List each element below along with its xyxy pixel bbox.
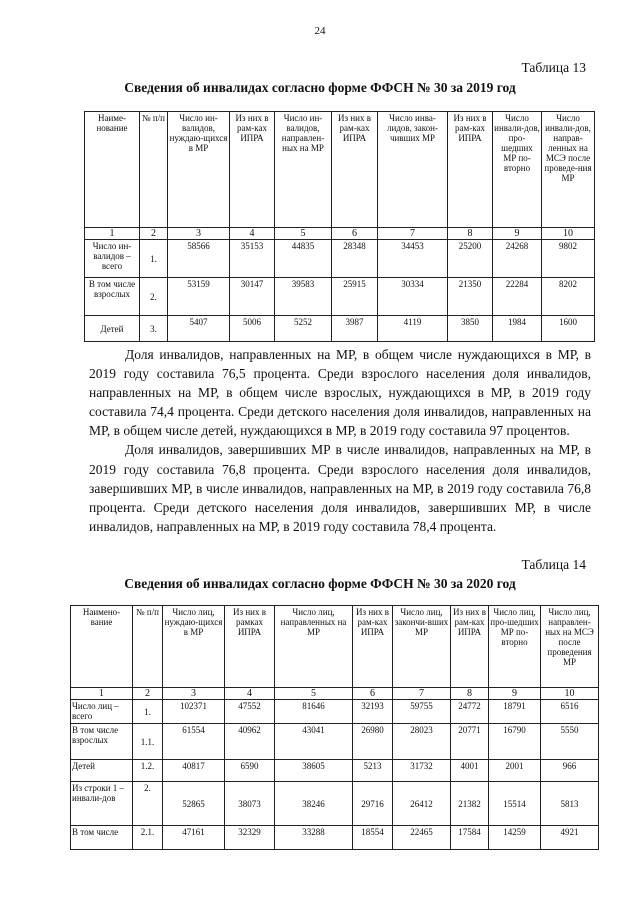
- value-cell: 3987: [332, 316, 378, 342]
- value-cell: 24268: [493, 240, 542, 278]
- value-cell: 17584: [451, 826, 489, 850]
- table-row: [71, 700, 599, 724]
- table14-index-row: [71, 688, 599, 700]
- value-cell: 38073: [225, 782, 275, 826]
- table-row: [71, 826, 599, 850]
- table13-index-cell: 3: [168, 228, 230, 240]
- table14-index-cell: 7: [393, 688, 451, 700]
- value-cell: 5813: [541, 782, 599, 826]
- row-number-cell: 1.2.: [133, 760, 163, 782]
- value-cell: 4119: [378, 316, 448, 342]
- table13-header-cell: Из них в рам-ках ИПРА: [448, 112, 493, 228]
- value-cell: 38605: [275, 760, 353, 782]
- table13-caption: Таблица 13: [521, 60, 586, 75]
- table13-header-cell: Число инва-лидов, закон-чивших МР: [378, 112, 448, 228]
- value-cell: 29716: [353, 782, 393, 826]
- table13-header-cell: Число инвали-дов, про-шедших МР по-вторно: [493, 112, 542, 228]
- value-cell: 35153: [230, 240, 275, 278]
- row-name-cell: Детей: [71, 760, 133, 782]
- value-cell: 43041: [275, 724, 353, 760]
- table13-header-cell: Число ин-валидов, направлен-ных на МР: [275, 112, 332, 228]
- table13-header-cell: Число инвали-дов, направ-ленных на МСЭ после проведе-ния МР: [542, 112, 595, 228]
- table14-header-cell: № п/п: [133, 606, 163, 688]
- table14-index-cell: 1: [71, 688, 133, 700]
- value-cell: 18791: [489, 700, 541, 724]
- table14-header-cell: Наимено-вание: [71, 606, 133, 688]
- table13-index-cell: 2: [140, 228, 168, 240]
- value-cell: 21382: [451, 782, 489, 826]
- table14-index-cell: 3: [163, 688, 225, 700]
- table14-index-cell: 4: [225, 688, 275, 700]
- value-cell: 25915: [332, 278, 378, 316]
- value-cell: 2001: [489, 760, 541, 782]
- row-number-cell: 1.: [133, 700, 163, 724]
- value-cell: 5407: [168, 316, 230, 342]
- table14-index-cell: 9: [489, 688, 541, 700]
- table-row: [71, 724, 599, 760]
- value-cell: 5006: [230, 316, 275, 342]
- table13-index-cell: 4: [230, 228, 275, 240]
- value-cell: 39583: [275, 278, 332, 316]
- value-cell: 28348: [332, 240, 378, 278]
- table14-header-cell: Из них в рам-ках ИПРА: [451, 606, 489, 688]
- value-cell: 61554: [163, 724, 225, 760]
- table13-header-cell: Из них в рам-ках ИПРА: [332, 112, 378, 228]
- value-cell: 44835: [275, 240, 332, 278]
- row-name-cell: В том числе: [71, 826, 133, 850]
- row-name-cell: Число лиц – всего: [71, 700, 133, 724]
- table13-index-cell: 1: [85, 228, 140, 240]
- value-cell: 5252: [275, 316, 332, 342]
- value-cell: 22465: [393, 826, 451, 850]
- page-number: 24: [314, 25, 326, 37]
- value-cell: 58566: [168, 240, 230, 278]
- value-cell: 59755: [393, 700, 451, 724]
- table13-header-row: [85, 112, 595, 228]
- table14-header-cell: Число лиц, направленных на МР: [275, 606, 353, 688]
- value-cell: 40962: [225, 724, 275, 760]
- row-number-cell: 2.: [140, 278, 168, 316]
- value-cell: 40817: [163, 760, 225, 782]
- row-name-cell: Детей: [85, 316, 140, 342]
- value-cell: 102371: [163, 700, 225, 724]
- value-cell: 32329: [225, 826, 275, 850]
- table14-header-cell: Из них в рамках ИПРА: [225, 606, 275, 688]
- table-row: [71, 760, 599, 782]
- value-cell: 5550: [541, 724, 599, 760]
- value-cell: 966: [541, 760, 599, 782]
- value-cell: 31732: [393, 760, 451, 782]
- paragraph: Доля инвалидов, завершивших МР в числе инвалидов, направленных на МР, в 2019 году составила 76,8 процента. Среди взрослого населения доля инвалидов, завершивших МР, в числе инвалидов, направленных на МР, в 2019 году составила 76,8 процента. Среди детского населения доля инвалидов, завершивших МР, в числе инвалидов, направленных на МР, в 2019 году составила 78,4 процента.: [89, 442, 591, 534]
- value-cell: 18554: [353, 826, 393, 850]
- table14-header-cell: Число лиц, направлен-ных на МСЭ после проведения МР: [541, 606, 599, 688]
- value-cell: 21350: [448, 278, 493, 316]
- value-cell: 52865: [163, 782, 225, 826]
- table-row: [85, 316, 595, 342]
- value-cell: 30147: [230, 278, 275, 316]
- table13-header-cell: Из них в рам-ках ИПРА: [230, 112, 275, 228]
- value-cell: 14259: [489, 826, 541, 850]
- table13-index-cell: 7: [378, 228, 448, 240]
- value-cell: 15514: [489, 782, 541, 826]
- table14-index-cell: 8: [451, 688, 489, 700]
- table13-index-row: [85, 228, 595, 240]
- value-cell: 47552: [225, 700, 275, 724]
- value-cell: 4001: [451, 760, 489, 782]
- table13: [84, 111, 595, 342]
- table14-header-cell: Число лиц, про-шедших МР по-вторно: [489, 606, 541, 688]
- table13-index-cell: 5: [275, 228, 332, 240]
- value-cell: 22284: [493, 278, 542, 316]
- table14-index-cell: 10: [541, 688, 599, 700]
- table13-index-cell: 9: [493, 228, 542, 240]
- table13-index-cell: 10: [542, 228, 595, 240]
- table14-header-cell: Число лиц, закончи-вших МР: [393, 606, 451, 688]
- table14-caption: Таблица 14: [521, 557, 586, 572]
- row-name-cell: В том числе взрослых: [71, 724, 133, 760]
- row-name-cell: Из строки 1 – инвали-дов: [71, 782, 133, 826]
- row-number-cell: 1.: [140, 240, 168, 278]
- value-cell: 8202: [542, 278, 595, 316]
- table14-title: Сведения об инвалидах согласно форме ФФСН № 30 за 2020 год: [124, 576, 516, 591]
- table-row: [85, 278, 595, 316]
- value-cell: 26412: [393, 782, 451, 826]
- table14: [70, 605, 599, 850]
- table-row: [71, 782, 599, 826]
- value-cell: 6590: [225, 760, 275, 782]
- body-text: [89, 345, 591, 536]
- table14-index-cell: 6: [353, 688, 393, 700]
- value-cell: 1600: [542, 316, 595, 342]
- value-cell: 34453: [378, 240, 448, 278]
- value-cell: 25200: [448, 240, 493, 278]
- table13-header-cell: № п/п: [140, 112, 168, 228]
- value-cell: 30334: [378, 278, 448, 316]
- value-cell: 24772: [451, 700, 489, 724]
- value-cell: 38246: [275, 782, 353, 826]
- value-cell: 4921: [541, 826, 599, 850]
- table13-header-cell: Число ин-валидов, нуждаю-щихся в МР: [168, 112, 230, 228]
- table14-index-cell: 2: [133, 688, 163, 700]
- table-row: [85, 240, 595, 278]
- value-cell: 32193: [353, 700, 393, 724]
- row-number-cell: 3.: [140, 316, 168, 342]
- value-cell: 33288: [275, 826, 353, 850]
- value-cell: 47161: [163, 826, 225, 850]
- value-cell: 3850: [448, 316, 493, 342]
- table13-title: Сведения об инвалидах согласно форме ФФСН № 30 за 2019 год: [124, 80, 516, 95]
- value-cell: 5213: [353, 760, 393, 782]
- row-number-cell: 2.1.: [133, 826, 163, 850]
- value-cell: 9802: [542, 240, 595, 278]
- table14-header-row: [71, 606, 599, 688]
- value-cell: 6516: [541, 700, 599, 724]
- value-cell: 26980: [353, 724, 393, 760]
- table14-header-cell: Из них в рам-ках ИПРА: [353, 606, 393, 688]
- row-name-cell: В том числе взрослых: [85, 278, 140, 316]
- table13-index-cell: 6: [332, 228, 378, 240]
- row-number-cell: 2.: [133, 782, 163, 826]
- row-number-cell: 1.1.: [133, 724, 163, 760]
- table13-index-cell: 8: [448, 228, 493, 240]
- value-cell: 28023: [393, 724, 451, 760]
- table14-header-cell: Число лиц, нуждаю-щихся в МР: [163, 606, 225, 688]
- table13-header-cell: Наиме-нование: [85, 112, 140, 228]
- value-cell: 81646: [275, 700, 353, 724]
- row-name-cell: Число ин-валидов – всего: [85, 240, 140, 278]
- value-cell: 1984: [493, 316, 542, 342]
- value-cell: 53159: [168, 278, 230, 316]
- value-cell: 20771: [451, 724, 489, 760]
- paragraph: Доля инвалидов, направленных на МР, в общем числе нуждающихся в МР, в 2019 году составила 76,5 процента. Среди взрослого населения доля инвалидов, направленных на МР, в общем числе взрослых, нуждающихся в МР, в 2019 году составила 74,4 процента. Среди детского населения доля инвалидов, направленных на МР, в общем числе детей, нуждающихся в МР, в 2019 году составила 97 процентов.: [89, 347, 591, 439]
- table14-index-cell: 5: [275, 688, 353, 700]
- value-cell: 16790: [489, 724, 541, 760]
